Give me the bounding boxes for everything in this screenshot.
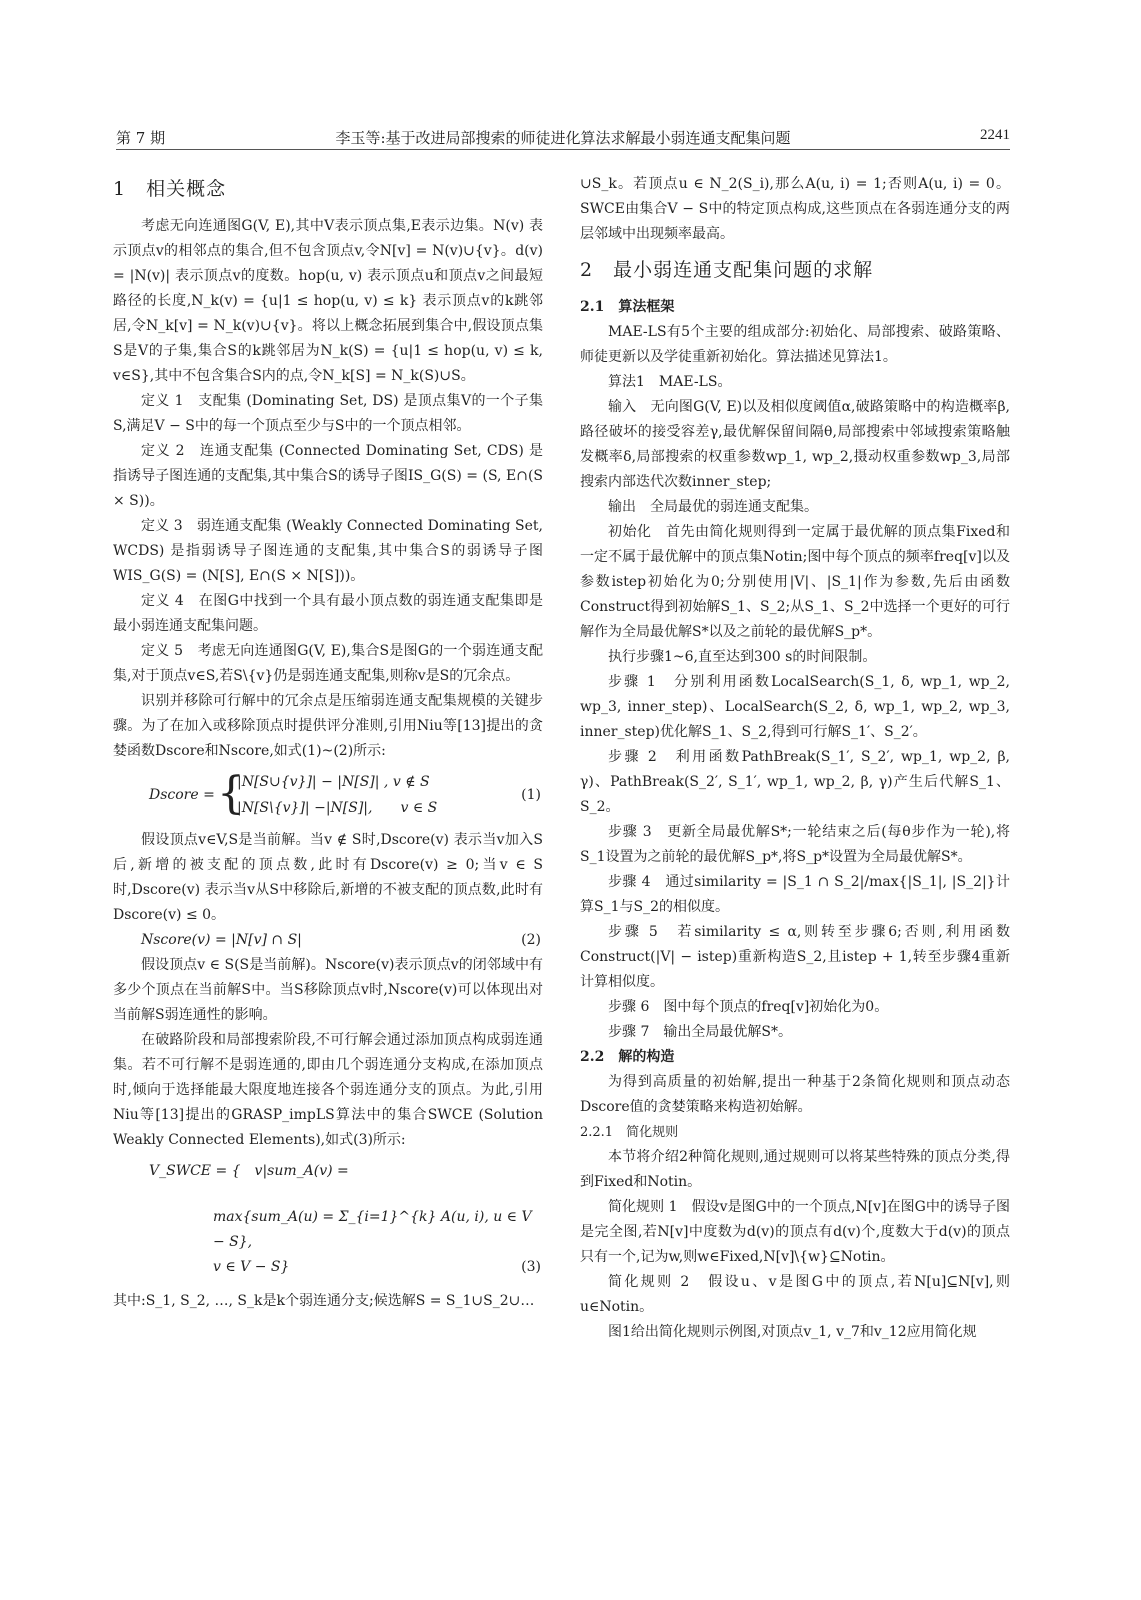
definition-5: 定义 5 考虑无向连通图G(V, E),集合S是图G的一个弱连通支配集,对于顶点v∈S,若S\{v}仍是弱连通支配集,则称v是S的冗余点。 bbox=[113, 643, 543, 684]
paragraph-figure-ref: 图1给出简化规则示例图,对顶点v_1, v_7和v_12应用简化规 bbox=[608, 1324, 977, 1340]
algorithm-step-1: 步骤 1 分别利用函数LocalSearch(S_1, δ, wp_1, wp_2, wp_3, inner_step)、LocalSearch(S_2, δ, wp_1, wp_2, wp_3, inner_step)优化解S_1、S_2,得到可行解S_1′、S_2′。 bbox=[580, 674, 1010, 740]
simplification-rule-1: 简化规则 1 假设v是图G中的一个顶点,N[v]在图G中的诱导子图是完全图,若N[v]中度数为d(v)的顶点有d(v)个,度数大于d(v)的顶点只有一个,记为w,则w∈Fixed,N[v]\{w}⊆Notin。 bbox=[580, 1199, 1010, 1265]
running-title: 李玉等:基于改进局部搜索的师徒进化算法求解最小弱连通支配集问题 bbox=[335, 129, 791, 147]
paragraph-score-functions: 识别并移除可行解中的冗余点是压缩弱连通支配集规模的关键步骤。为了在加入或移除顶点时提供评分准则,引用Niu等[13]提出的贪婪函数Dscore和Nscore,如式(1)~(2)所示: bbox=[113, 693, 543, 759]
algorithm-step-4: 步骤 4 通过similarity = |S_1 ∩ S_2|/max{|S_1|, |S_2|}计算S_1与S_2的相似度。 bbox=[580, 874, 1010, 915]
equation-1-number: (1) bbox=[521, 787, 541, 803]
section-1-title: 1 相关概念 bbox=[113, 178, 227, 200]
issue-label: 第 7 期 bbox=[116, 129, 166, 147]
definition-2: 定义 2 连通支配集 (Connected Dominating Set, CDS) 是指诱导子图连通的支配集,其中集合S的诱导子图IS_G(S) = (S, E∩(S × S))。 bbox=[113, 443, 543, 509]
equation-3-line-3: v ∈ V − S} bbox=[213, 1259, 290, 1275]
equation-3 bbox=[113, 1155, 543, 1287]
page-number: 2241 bbox=[980, 127, 1010, 143]
algorithm-execute: 执行步骤1~6,直至达到300 s的时间限制。 bbox=[608, 649, 877, 665]
section-2-title: 2 最小弱连通支配集问题的求解 bbox=[580, 259, 874, 281]
left-column bbox=[113, 172, 543, 1314]
running-header bbox=[116, 127, 1010, 150]
algorithm-step-6: 步骤 6 图中每个顶点的freq[v]初始化为0。 bbox=[608, 999, 889, 1015]
paragraph-swce: 在破路阶段和局部搜索阶段,不可行解会通过添加顶点构成弱连通集。若不可行解不是弱连通的,即由几个弱连通分支构成,在添加顶点时,倾向于选择能最大限度地连接各个弱连通分支的顶点。为此,引用Niu等[13]提出的GRASP_impLS算法中的集合SWCE (Solution Weakly Connected Elements),如式(3)所示: bbox=[113, 1032, 543, 1148]
paragraph-swce-continued: ∪S_k。若顶点u ∈ N_2(S_i),那么A(u, i) = 1;否则A(u, i) = 0。SWCE由集合V − S中的特定顶点构成,这些顶点在各弱连通分支的两层邻域中出现频率最高。 bbox=[580, 176, 1010, 242]
definition-3: 定义 3 弱连通支配集 (Weakly Connected Dominating Set, WCDS) 是指弱诱导子图连通的支配集,其中集合S的弱诱导子图WIS_G(S) = (N[S], E∩(S × N[S]))。 bbox=[113, 518, 543, 584]
algorithm-init: 初始化 首先由简化规则得到一定属于最优解的顶点集Fixed和一定不属于最优解中的顶点集Notin;图中每个顶点的频率freq[v]以及参数istep初始化为0;分别使用|V|、|S_1|作为参数,先后由函数Construct得到初始解S_1、S_2;从S_1、S_2中选择一个更好的可行解作为全局最优解S*以及之前轮的最优解S_p*。 bbox=[580, 524, 1010, 640]
equation-2-number: (2) bbox=[521, 932, 541, 948]
paragraph-framework: MAE-LS有5个主要的组成部分:初始化、局部搜索、破路策略、师徒更新以及学徒重新初始化。算法描述见算法1。 bbox=[580, 324, 1010, 365]
paragraph-nscore: 假设顶点v ∈ S(S是当前解)。Nscore(v)表示顶点v的闭邻域中有多少个顶点在当前解S中。当S移除顶点v时,Nscore(v)可以体现出对当前解S弱连通性的影响。 bbox=[113, 957, 543, 1023]
right-column bbox=[580, 172, 1010, 1345]
algorithm-step-5: 步骤 5 若similarity ≤ α,则转至步骤6;否则,利用函数Construct(|V| − istep)重新构造S_2,且istep + 1,转至步骤4重新计算相似度。 bbox=[580, 924, 1010, 990]
algorithm-title: 算法1 MAE-LS。 bbox=[608, 374, 732, 390]
equation-2-body: Nscore(v) = |N[v] ∩ S| bbox=[141, 932, 302, 948]
algorithm-input: 输入 无向图G(V, E)以及相似度阈值α,破路策略中的构造概率β,路径破坏的接受容差γ,最优解保留间隔θ,局部搜索中邻域搜索策略触发概率δ,局部搜索的权重参数wp_1, wp_2,摄动权重参数wp_3,局部搜索内部迭代次数inner_step; bbox=[580, 399, 1010, 490]
algorithm-step-7: 步骤 7 输出全局最优解S*。 bbox=[608, 1024, 792, 1040]
equation-1-case-1: |N[S∪{v}]| − |N[S]| , v ∉ S bbox=[237, 774, 430, 790]
subsection-2-2-title: 2.2 解的构造 bbox=[580, 1049, 675, 1065]
equation-1 bbox=[113, 768, 543, 824]
equation-1-case-2: |N[S\{v}]| −|N[S]|, v ∈ S bbox=[237, 800, 438, 816]
definition-4: 定义 4 在图G中找到一个具有最小顶点数的弱连通支配集即是最小弱连通支配集问题。 bbox=[113, 593, 543, 634]
equation-3-line-1: V_SWCE = { v|sum_A(v) = bbox=[149, 1163, 349, 1179]
equation-1-brace: { bbox=[217, 768, 245, 819]
algorithm-output: 输出 全局最优的弱连通支配集。 bbox=[608, 499, 818, 515]
paragraph-construction: 为得到高质量的初始解,提出一种基于2条简化规则和顶点动态Dscore值的贪婪策略来构造初始解。 bbox=[580, 1074, 1010, 1115]
algorithm-step-2: 步骤 2 利用函数PathBreak(S_1′, S_2′, wp_1, wp_2, β, γ)、PathBreak(S_2′, S_1′, wp_1, wp_2, β, γ)产生后代解S_1、S_2。 bbox=[580, 749, 1010, 815]
equation-3-line-2: max{sum_A(u) = Σ_{i=1}^{k} A(u, i), u ∈ V − S}, bbox=[213, 1209, 532, 1250]
paragraph-rules-intro: 本节将介绍2种简化规则,通过规则可以将某些特殊的顶点分类,得到Fixed和Notin。 bbox=[580, 1149, 1010, 1190]
paragraph-dscore: 假设顶点v∈V,S是当前解。当v ∉ S时,Dscore(v) 表示当v加入S后,新增的被支配的顶点数,此时有Dscore(v) ≥ 0;当v ∈ S时,Dscore(v) 表示当v从S中移除后,新增的不被支配的顶点数,此时有Dscore(v) ≤ 0。 bbox=[113, 832, 543, 923]
paragraph-concepts: 考虑无向连通图G(V, E),其中V表示顶点集,E表示边集。N(v) 表示顶点v的相邻点的集合,但不包含顶点v,令N[v] = N(v)∪{v}。d(v) = |N(v)| 表示顶点v的度数。hop(u, v) 表示顶点u和顶点v之间最短路径的长度,N_k(v) = {u|1 ≤ hop(u, v) ≤ k} 表示顶点v的k跳邻居,令N_k[v] = N_k(v)∪{v}。将以上概念拓展到集合中,假设顶点集S是V的子集,集合S的k跳邻居为N_k(S) = {u|1 ≤ hop(u, v) ≤ k, v∈S},其中不包含集合S内的点,令N_k[S] = N_k(S)∪S。 bbox=[113, 218, 543, 384]
subsection-2-2-1-title: 2.2.1 简化规则 bbox=[580, 1125, 679, 1140]
equation-1-lhs: Dscore = bbox=[149, 787, 215, 803]
algorithm-step-3: 步骤 3 更新全局最优解S*;一轮结束之后(每θ步作为一轮),将S_1设置为之前轮的最优解S_p*,将S_p*设置为全局最优解S*。 bbox=[580, 824, 1010, 865]
simplification-rule-2: 简化规则 2 假设u、v是图G中的顶点,若N[u]⊆N[v],则u∈Notin。 bbox=[580, 1274, 1010, 1315]
paragraph-components: 其中:S_1, S_2, …, S_k是k个弱连通分支;候选解S = S_1∪S_2∪… bbox=[113, 1293, 535, 1309]
equation-2 bbox=[113, 928, 543, 953]
subsection-2-1-title: 2.1 算法框架 bbox=[580, 299, 675, 315]
equation-3-number: (3) bbox=[521, 1259, 541, 1275]
definition-1: 定义 1 支配集 (Dominating Set, DS) 是顶点集V的一个子集S,满足V − S中的每一个顶点至少与S中的一个顶点相邻。 bbox=[113, 393, 543, 434]
